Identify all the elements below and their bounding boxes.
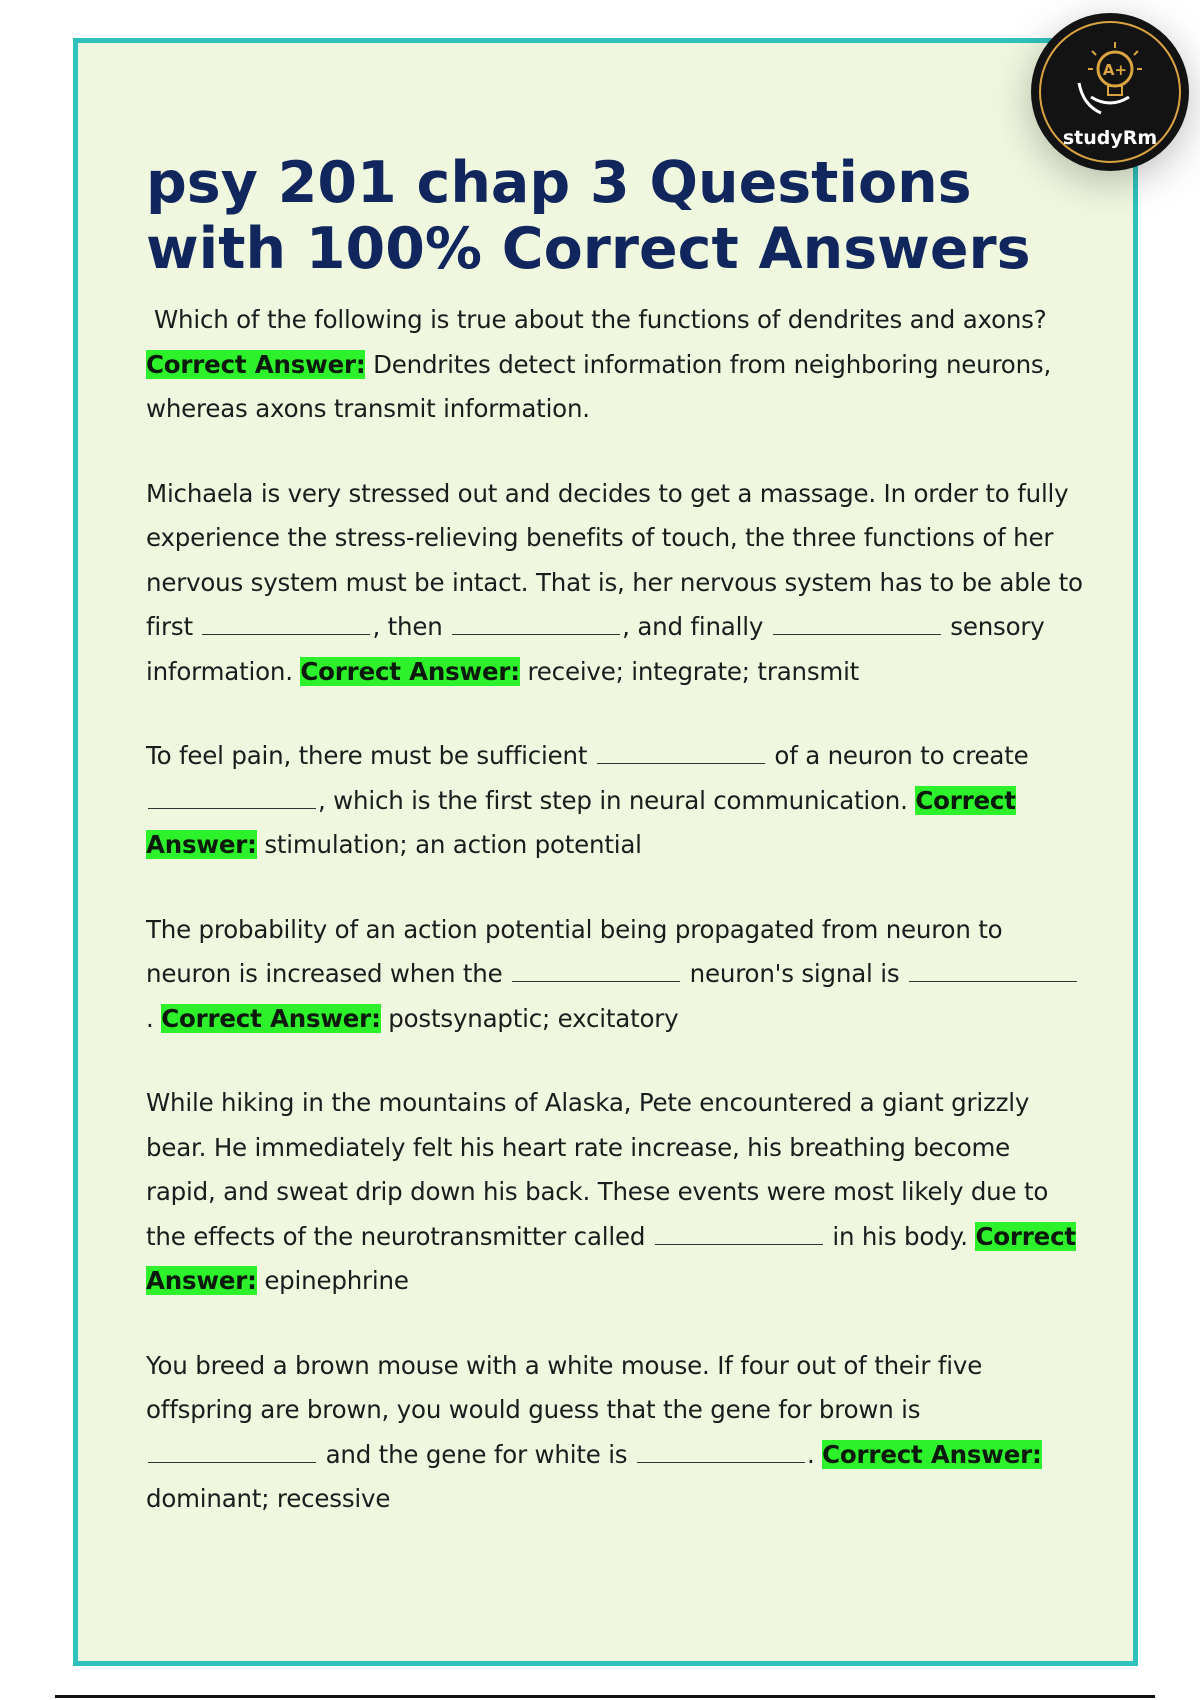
question-text: in his body. — [824, 1221, 968, 1251]
fill-blank — [909, 961, 1077, 982]
question-text: The probability of an action potential being propagated from neuron to neuron is increased when the — [146, 914, 1003, 988]
fill-blank — [512, 961, 680, 982]
question-text: While hiking in the mountains of Alaska, Pete encountered a giant grizzly bear. He immediately felt his heart rate increase, his breathing become rapid, and sweat drip down his back. These events were most likely due to the effects of the neurotransmitter called — [146, 1088, 1049, 1251]
question-text: sensory information. — [146, 612, 1045, 686]
qa-item — [146, 472, 1086, 695]
question-text: . — [146, 1003, 154, 1033]
question-text: , and finally — [622, 612, 771, 641]
answer-text: stimulation; an action potential — [264, 830, 642, 859]
correct-answer-label: Correct Answer: — [300, 656, 520, 686]
fill-blank — [655, 1224, 823, 1245]
question-text: neuron's signal is — [682, 959, 907, 988]
correct-answer-label: Correct Answer: — [161, 1003, 381, 1033]
page-title: psy 201 chap 3 Questions with 100% Correct Answers — [146, 150, 1031, 282]
correct-answer-label: Correct Answer: — [146, 785, 1016, 859]
question-text: Michaela is very stressed out and decides to get a massage. In order to fully experience the stress-relieving benefits of touch, the three functions of her nervous system must be intact. That is, her nervous system has to be able to first — [146, 478, 1083, 641]
question-text: of a neuron to create — [766, 741, 1029, 770]
qa-item — [146, 298, 1086, 432]
answer-text: epinephrine — [264, 1266, 409, 1295]
logo-text: studyRm — [1062, 127, 1158, 149]
qa-item — [146, 908, 1086, 1042]
correct-answer-label: Correct Answer: — [146, 1221, 1076, 1295]
answer-text: dominant; recessive — [146, 1484, 391, 1513]
qa-item — [146, 1081, 1086, 1304]
answer-text: Dendrites detect information from neighboring neurons, whereas axons transmit information. — [146, 349, 1052, 423]
qa-list — [146, 298, 1086, 1562]
fill-blank — [773, 614, 941, 635]
correct-answer-label: Correct Answer: — [822, 1439, 1042, 1469]
correct-answer-label: Correct Answer: — [146, 349, 366, 379]
fill-blank — [637, 1442, 805, 1463]
svg-text:A+: A+ — [1102, 61, 1128, 79]
studyrm-logo — [1031, 13, 1189, 171]
question-text: You breed a brown mouse with a white mouse. If four out of their five offspring are brown, you would guess that the gene for brown is — [146, 1350, 983, 1424]
question-text: . — [806, 1439, 815, 1469]
question-text: To feel pain, there must be sufficient — [146, 741, 595, 770]
qa-item — [146, 1344, 1086, 1522]
question-text: and the gene for white is — [318, 1439, 635, 1469]
fill-blank — [452, 614, 620, 635]
fill-blank — [202, 614, 370, 635]
question-text: , then — [372, 612, 451, 641]
answer-text: receive; integrate; transmit — [527, 656, 860, 686]
page-divider — [55, 1695, 1155, 1698]
answer-text: postsynaptic; excitatory — [388, 1003, 679, 1033]
question-text: Which of the following is true about the functions of dendrites and axons? — [154, 305, 1047, 334]
fill-blank — [148, 1442, 316, 1463]
fill-blank — [148, 788, 316, 809]
fill-blank — [597, 743, 765, 764]
qa-item — [146, 734, 1086, 868]
question-text: , which is the first step in neural communication. — [318, 785, 908, 815]
